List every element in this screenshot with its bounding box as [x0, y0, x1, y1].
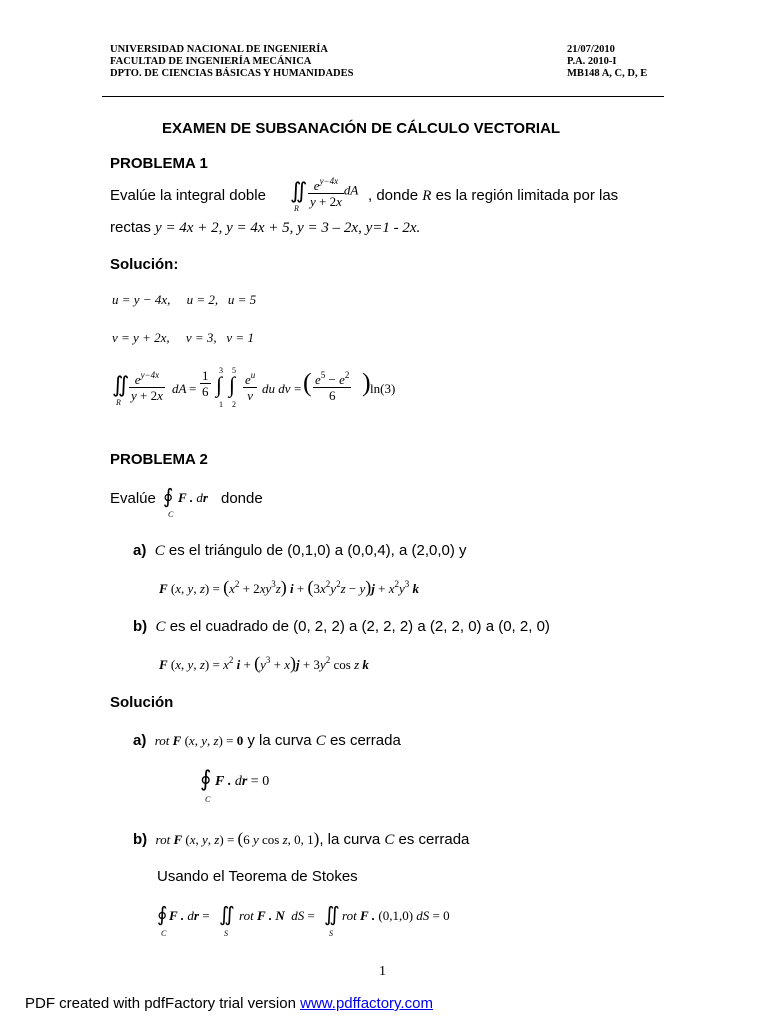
eq-u: u = y − 4x, u = 2, u = 5: [112, 292, 257, 307]
problem2-donde: donde: [221, 490, 263, 507]
solution-a: a) rot F (x, y, z) = 0 y la curva C es cerrada: [133, 732, 401, 749]
double-integral-icon: ∬: [290, 178, 308, 203]
solution-b: b) rot F (x, y, z) = (6 y cos z, 0, 1), la curva C es cerrada: [133, 829, 470, 848]
line-integral: ∮ C F . dr: [163, 486, 208, 519]
contour-integral-icon: ∮: [200, 766, 212, 791]
problem1-lines: rectas y = 4x + 2, y = 4x + 5, y = 3 – 2x, y=1 - 2x.: [110, 219, 421, 236]
problem2-part-a: a) C es el triángulo de (0,1,0) a (0,0,4), a (2,0,0) y: [133, 542, 467, 559]
header-university: UNIVERSIDAD NACIONAL DE INGENIERÍA: [110, 44, 328, 55]
eq-v: v = y + 2x, v = 3, v = 1: [112, 330, 254, 345]
problem1-solution-heading: Solución:: [110, 256, 179, 273]
pdf-footer: PDF created with pdfFactory trial version www.pdffactory.com: [25, 995, 433, 1012]
header-period: P.A. 2010-I: [567, 56, 617, 67]
problem1-text-a: Evalúe la integral doble: [110, 187, 266, 204]
header-faculty: FACULTAD DE INGENIERÍA MECÁNICA: [110, 56, 312, 67]
integrand-fraction: $\frac{e^{y-4x}}{y + 2x}$: [310, 176, 342, 209]
problem2-heading: PROBLEMA 2: [110, 451, 208, 468]
header-department: DPTO. DE CIENCIAS BÁSICAS Y HUMANIDADES: [110, 68, 354, 79]
contour-integral-icon: ∮: [157, 904, 168, 926]
pdffactory-link[interactable]: www.pdffactory.com: [300, 995, 433, 1012]
contour-integral-icon: ∮: [163, 486, 174, 508]
header-course: MB148 A, C, D, E: [567, 68, 648, 79]
problem1-result-equation: ∬ R $\frac{e^{y-4x}}{y + 2x}$ dA = $\frac{1}{6}$ 3 ∫ 1 5 ∫ 2 $\frac{e^u}{v}$ du dv = ( $\frac{e^5 - e^2}{6}$ ) ln(3): [112, 366, 396, 409]
problem2-part-b: b) C es el cuadrado de (0, 2, 2) a (2, 2, 2) a (2, 2, 0) a (0, 2, 0): [133, 618, 550, 635]
problem2-solution-heading: Solución: [110, 694, 174, 711]
problem2-evalue: Evalúe: [110, 490, 156, 507]
problem1-heading: PROBLEMA 1: [110, 155, 208, 172]
problem1-text-b: , donde R es la región limitada por las: [368, 187, 619, 204]
stokes-text: Usando el Teorema de Stokes: [157, 868, 358, 885]
page-number: 1: [379, 964, 386, 979]
double-integral-icon: ∬: [324, 904, 340, 926]
stokes-equation: ∮ C F . dr = ∬ S rot F . N dS = ∬ S rot F . (0,1,0) dS = 0: [157, 904, 450, 938]
field-a: F (x, y, $z) = (x^2 + 2xy^3z) i + (3x^2y^2z - y)j + x^2y^3$ k: [159, 577, 420, 597]
exam-title: EXAMEN DE SUBSANACIÓN DE CÁLCULO VECTORIAL: [162, 120, 561, 137]
region-label: R: [294, 204, 299, 213]
double-integral-icon: ∬: [219, 904, 235, 926]
field-b: F (x, y, $z) = x^2$ $i + (y^3 + x)j + 3y^2$ cos z k: [159, 653, 369, 673]
header-date: 21/07/2010: [567, 44, 615, 55]
double-integral-icon: ∬: [112, 372, 130, 397]
header-rule: [102, 96, 664, 97]
solution-a-result: ∮ C F . dr = 0: [200, 766, 270, 804]
